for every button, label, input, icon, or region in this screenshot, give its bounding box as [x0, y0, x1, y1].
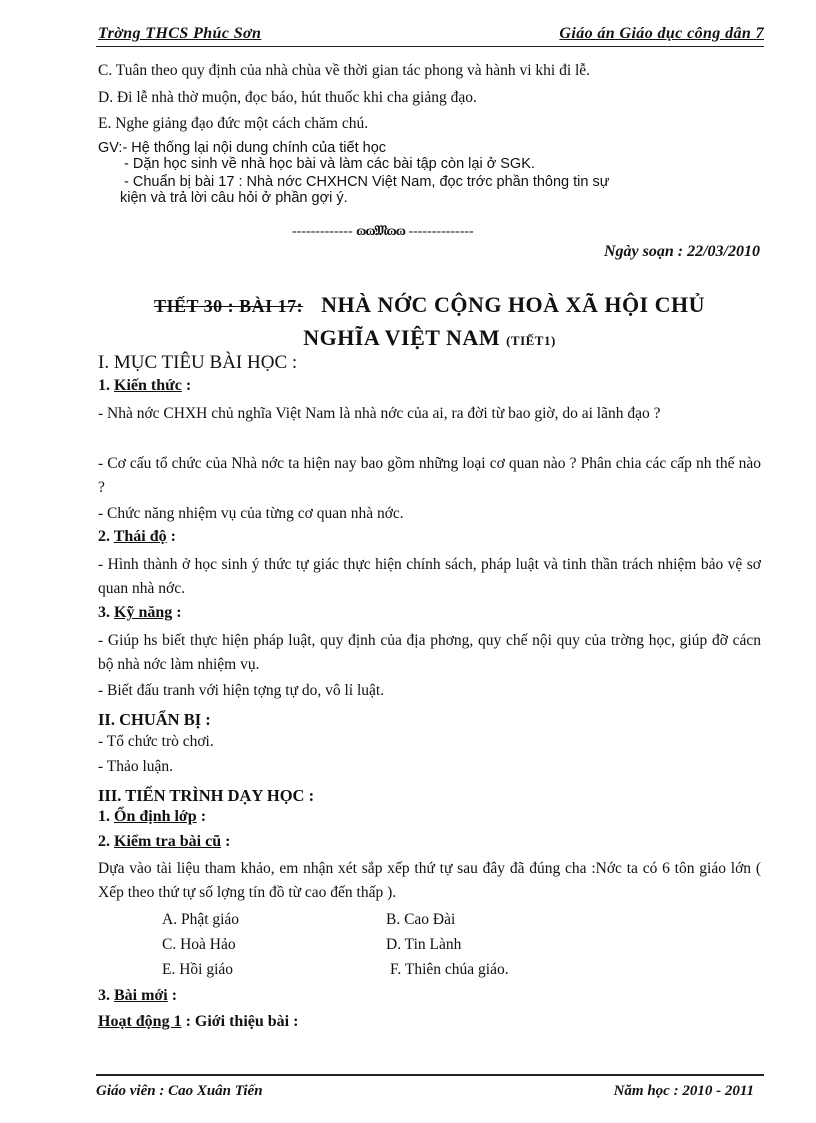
skills-point-2: - Biết đấu tranh với hiện tợng tự do, vô lỉ luật.: [98, 682, 385, 699]
review-number: 2.: [98, 833, 110, 850]
religion-option-d: D. Tin Lành: [386, 936, 462, 953]
lesson-title-line-1: [98, 288, 761, 323]
preparation-item-2: - Thảo luận.: [98, 758, 174, 775]
header-subject: Giáo án Giáo dục công dân 7: [559, 25, 764, 42]
page-header: [96, 24, 764, 47]
separator-ornament: ɷɷ𝔐ɷɷ: [356, 224, 405, 239]
knowledge-point-2: - Cơ cấu tổ chức của Nhà nớc ta hiện nay bao gồm những loại cơ quan nào ? Phân chia các cấp nh thế nào ?: [98, 455, 761, 496]
religion-option-e: E. Hồi giáo: [162, 961, 234, 978]
heading-new-lesson: [98, 987, 177, 1005]
separator-dashes-left: -------------: [292, 224, 353, 239]
section-separator: [292, 224, 474, 240]
footer-school-year: Năm học : 2010 - 2011: [613, 1083, 754, 1099]
heading-teaching-process: III. TIẾN TRÌNH DẠY HỌC :: [98, 786, 315, 805]
new-lesson-colon: :: [167, 987, 178, 1004]
stabilization-number: 1.: [98, 808, 110, 825]
heading-attitude: [98, 528, 176, 546]
header-school: Trờng THCS Phúc Sơn: [98, 25, 262, 42]
knowledge-label: Kiến thức: [114, 377, 182, 394]
knowledge-point-3: - Chức năng nhiệm vụ của từng cơ quan nhà nớc.: [98, 505, 404, 522]
review-label: Kiểm tra bài cũ: [114, 833, 222, 850]
lesson-period: (TIẾT1): [506, 333, 556, 348]
attitude-number: 2.: [98, 528, 110, 545]
knowledge-colon: :: [181, 377, 192, 394]
gv-line-2: - Dặn học sinh về nhà học bài và làm các bài tập còn lại ở SGK.: [124, 156, 535, 172]
separator-dashes-right: --------------: [408, 224, 474, 239]
activity-title: : Giới thiệu bài :: [181, 1013, 299, 1030]
activity-label: Hoạt động 1: [98, 1013, 182, 1030]
answer-item-d: D. Đi lễ nhà thờ muộn, đọc báo, hút thuốc khi cha giảng đạo.: [98, 89, 477, 106]
lesson-title-text-2: NGHĨA VIỆT NAM: [303, 325, 501, 350]
religion-option-b: B. Cao Đài: [386, 911, 456, 928]
heading-class-stabilization: [98, 808, 206, 826]
footer-teacher: Giáo viên : Cao Xuân Tiến: [96, 1083, 263, 1099]
gv-line-1: GV:- Hệ thống lại nội dung chính của tiết học: [98, 140, 387, 156]
review-question: Dựa vào tài liệu tham khảo, em nhận xét sắp xếp thứ tự sau đây đã đúng cha :Nớc ta có 6 tôn giáo lớn ( Xếp theo thứ tự số lợng tín đồ từ cao đến thấp ).: [98, 860, 761, 901]
heading-preparation: II. CHUẨN BỊ :: [98, 710, 211, 729]
stabilization-label: Ổn định lớp: [114, 808, 197, 825]
preparation-item-1: - Tổ chức trò chơi.: [98, 733, 214, 750]
page-footer: [96, 1074, 764, 1102]
lesson-title-text-1: NHÀ NỚC CỘNG HOÀ XÃ HỘI CHỦ: [321, 292, 706, 317]
attitude-label: Thái độ: [113, 528, 167, 545]
skills-number: 3.: [98, 604, 110, 621]
gv-line-3: - Chuẩn bị bài 17 : Nhà nớc CHXHCN Việt Nam, đọc trớc phần thông tin sự: [124, 174, 610, 190]
review-colon: :: [221, 833, 231, 850]
heading-knowledge: [98, 377, 191, 395]
heading-activity-1: [98, 1013, 298, 1031]
answer-item-c: C. Tuân theo quy định của nhà chùa về thời gian tác phong và hành vi khi đi lễ.: [98, 62, 591, 79]
religion-option-c: C. Hoà Hảo: [162, 936, 236, 953]
skills-label: Kỹ năng: [114, 604, 173, 621]
religion-option-f: F. Thiên chúa giáo.: [390, 961, 509, 978]
heading-skills: [98, 604, 182, 622]
attitude-point-1: - Hình thành ở học sinh ý thức tự giác thực hiện chính sách, pháp luật và tinh thần trách nhiệm bảo vệ sơ quan nhà nớc.: [98, 556, 761, 597]
heading-review: [98, 833, 230, 851]
knowledge-number: 1.: [98, 377, 110, 394]
skills-colon: :: [172, 604, 182, 621]
stabilization-colon: :: [196, 808, 207, 825]
attitude-colon: :: [166, 528, 176, 545]
answer-item-e: E. Nghe giảng đạo đức một cách chăm chú.: [98, 115, 369, 132]
religion-option-a: A. Phật giáo: [162, 911, 240, 928]
new-lesson-number: 3.: [98, 987, 110, 1004]
gv-line-4: kiện và trả lời câu hỏi ở phần gợi ý.: [120, 190, 348, 206]
knowledge-point-1: - Nhà nớc CHXH chủ nghĩa Việt Nam là nhà nớc của ai, ra đời từ bao giờ, do ai lãnh đạo ?: [98, 405, 661, 422]
new-lesson-label: Bài mới: [114, 987, 168, 1004]
skills-point-1: - Giúp hs biết thực hiện pháp luật, quy định của địa phơng, quy chế nội quy của trờng học, giúp đỡ cácn bộ nhà nớc làm nhiệm vụ.: [98, 632, 761, 673]
lesson-number: TIẾT 30 : BÀI 17:: [153, 296, 304, 316]
prep-date: Ngày soạn : 22/03/2010: [604, 243, 760, 260]
heading-objectives: I. MỤC TIÊU BÀI HỌC :: [98, 352, 298, 373]
